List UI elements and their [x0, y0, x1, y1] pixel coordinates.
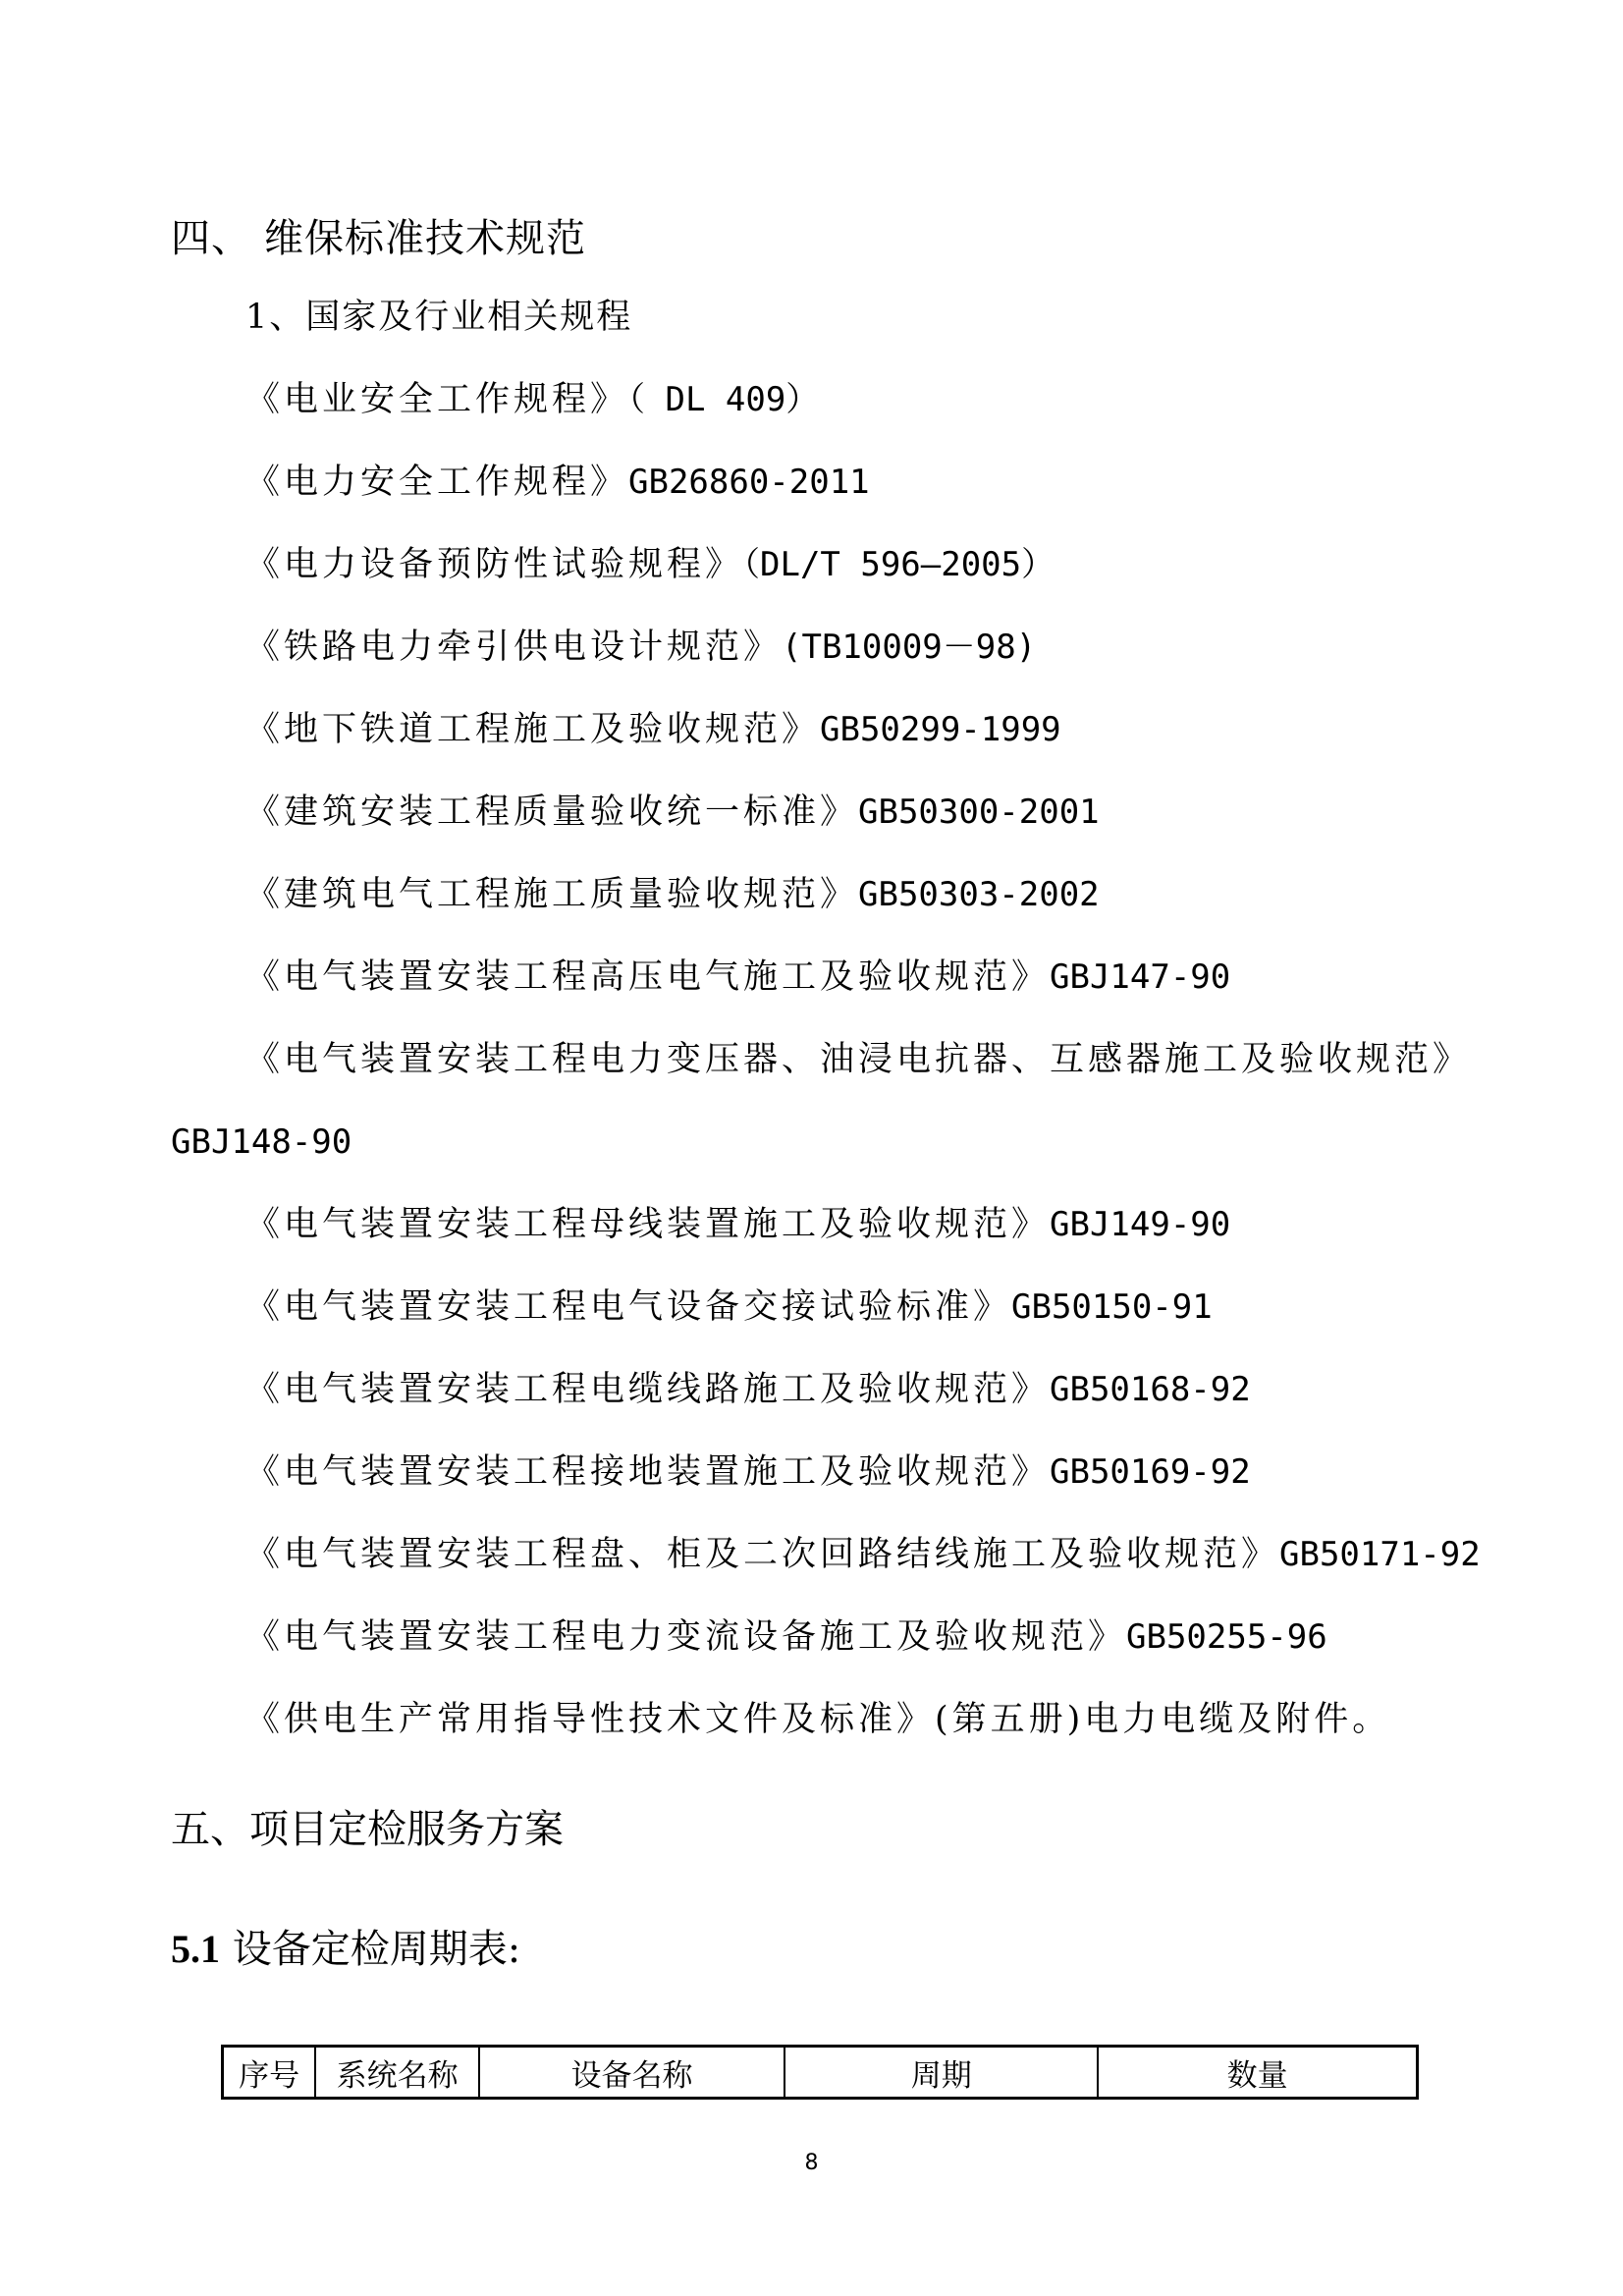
regulation-code: GB50300-2001: [858, 793, 1100, 832]
column-header-period: 周期: [784, 2047, 1098, 2099]
regulation-item: [245, 1449, 1251, 1495]
inspection-period-table: [221, 2045, 1419, 2100]
regulation-item: [245, 625, 1036, 670]
regulation-name: 《电气装置安装工程电力变流设备施工及验收规范》: [245, 1617, 1127, 1657]
regulation-code: (TB10009－98): [782, 628, 1037, 667]
regulation-item: [245, 955, 1230, 1000]
subsection-1-heading: 1、国家及行业相关规程: [245, 298, 633, 337]
column-header-device-name: 设备名称: [479, 2047, 784, 2099]
regulation-item: [245, 1367, 1251, 1412]
regulation-code: GB50169-92: [1050, 1452, 1251, 1492]
page-number: 8: [804, 2151, 819, 2175]
section-5-1-title: 设备定检周期表:: [220, 1927, 521, 1972]
regulation-code: GB50255-96: [1126, 1617, 1327, 1657]
regulation-name: 《电气装置安装工程接地装置施工及验收规范》: [245, 1452, 1051, 1492]
regulation-item: [245, 1037, 1471, 1082]
regulation-item: [245, 790, 1100, 835]
regulation-item: [245, 1614, 1327, 1660]
regulation-code: GB26860-2011: [628, 463, 870, 502]
regulation-code: GBJ147-90: [1050, 957, 1231, 997]
regulation-item: [245, 377, 819, 422]
regulation-name: 《电业安全工作规程》: [245, 380, 629, 419]
section-5-heading: 五、项目定检服务方案: [171, 1807, 564, 1852]
regulation-name: 《建筑安装工程质量验收统一标准》: [245, 793, 859, 832]
column-header-index: 序号: [223, 2047, 316, 2099]
regulation-code: GBJ148-90: [171, 1122, 352, 1162]
regulation-name: 《建筑电气工程施工质量验收规范》: [245, 875, 859, 914]
regulation-name: 《电力安全工作规程》: [245, 463, 629, 502]
regulation-code: GB50299-1999: [820, 710, 1061, 749]
regulation-name: 《电气装置安装工程高压电气施工及验收规范》: [245, 957, 1051, 997]
regulation-item: [245, 1697, 1390, 1742]
regulation-code: （DL/T 596—2005）: [743, 545, 1055, 584]
regulation-name: 《电气装置安装工程盘、柜及二次回路结线施工及验收规范》: [245, 1535, 1280, 1574]
section-4-number: 四、: [171, 216, 251, 261]
regulation-item: [245, 1285, 1213, 1330]
regulation-name: 《电气装置安装工程电力变压器、油浸电抗器、互感器施工及验收规范》: [245, 1040, 1472, 1079]
regulation-name: 《电气装置安装工程电缆线路施工及验收规范》: [245, 1370, 1051, 1409]
regulation-item: [245, 460, 870, 505]
regulation-code: GB50150-91: [1011, 1287, 1213, 1327]
regulation-name: 《电气装置安装工程电气设备交接试验标准》: [245, 1287, 1012, 1327]
column-header-system-name: 系统名称: [315, 2047, 479, 2099]
regulation-code: GB50168-92: [1050, 1370, 1251, 1409]
table-header-row: [223, 2047, 1418, 2099]
regulation-item: [245, 872, 1100, 917]
regulation-code: GB50303-2002: [858, 875, 1100, 914]
regulation-name: 《供电生产常用指导性技术文件及标准》(第五册)电力电缆及附件。: [245, 1700, 1391, 1739]
regulation-code: GB50171-92: [1279, 1535, 1481, 1574]
regulation-item: [245, 707, 1061, 752]
regulation-name: 《地下铁道工程施工及验收规范》: [245, 710, 821, 749]
regulation-item-continuation: [171, 1120, 352, 1165]
regulation-name: 《电气装置安装工程母线装置施工及验收规范》: [245, 1205, 1051, 1244]
regulation-item: [245, 1532, 1481, 1577]
section-4-heading: [171, 214, 586, 263]
regulation-item: [245, 1202, 1230, 1247]
section-4-title: 维保标准技术规范: [264, 216, 586, 261]
regulation-code: （ DL 409）: [628, 380, 820, 419]
regulation-code: GBJ149-90: [1050, 1205, 1231, 1244]
column-header-quantity: 数量: [1098, 2047, 1417, 2099]
regulation-name: 《铁路电力牵引供电设计规范》: [245, 628, 783, 667]
regulation-item: [245, 542, 1055, 587]
section-5-1-heading: [171, 1925, 520, 1974]
section-5-1-number: 5.1: [171, 1927, 220, 1971]
regulation-name: 《电力设备预防性试验规程》: [245, 545, 744, 584]
